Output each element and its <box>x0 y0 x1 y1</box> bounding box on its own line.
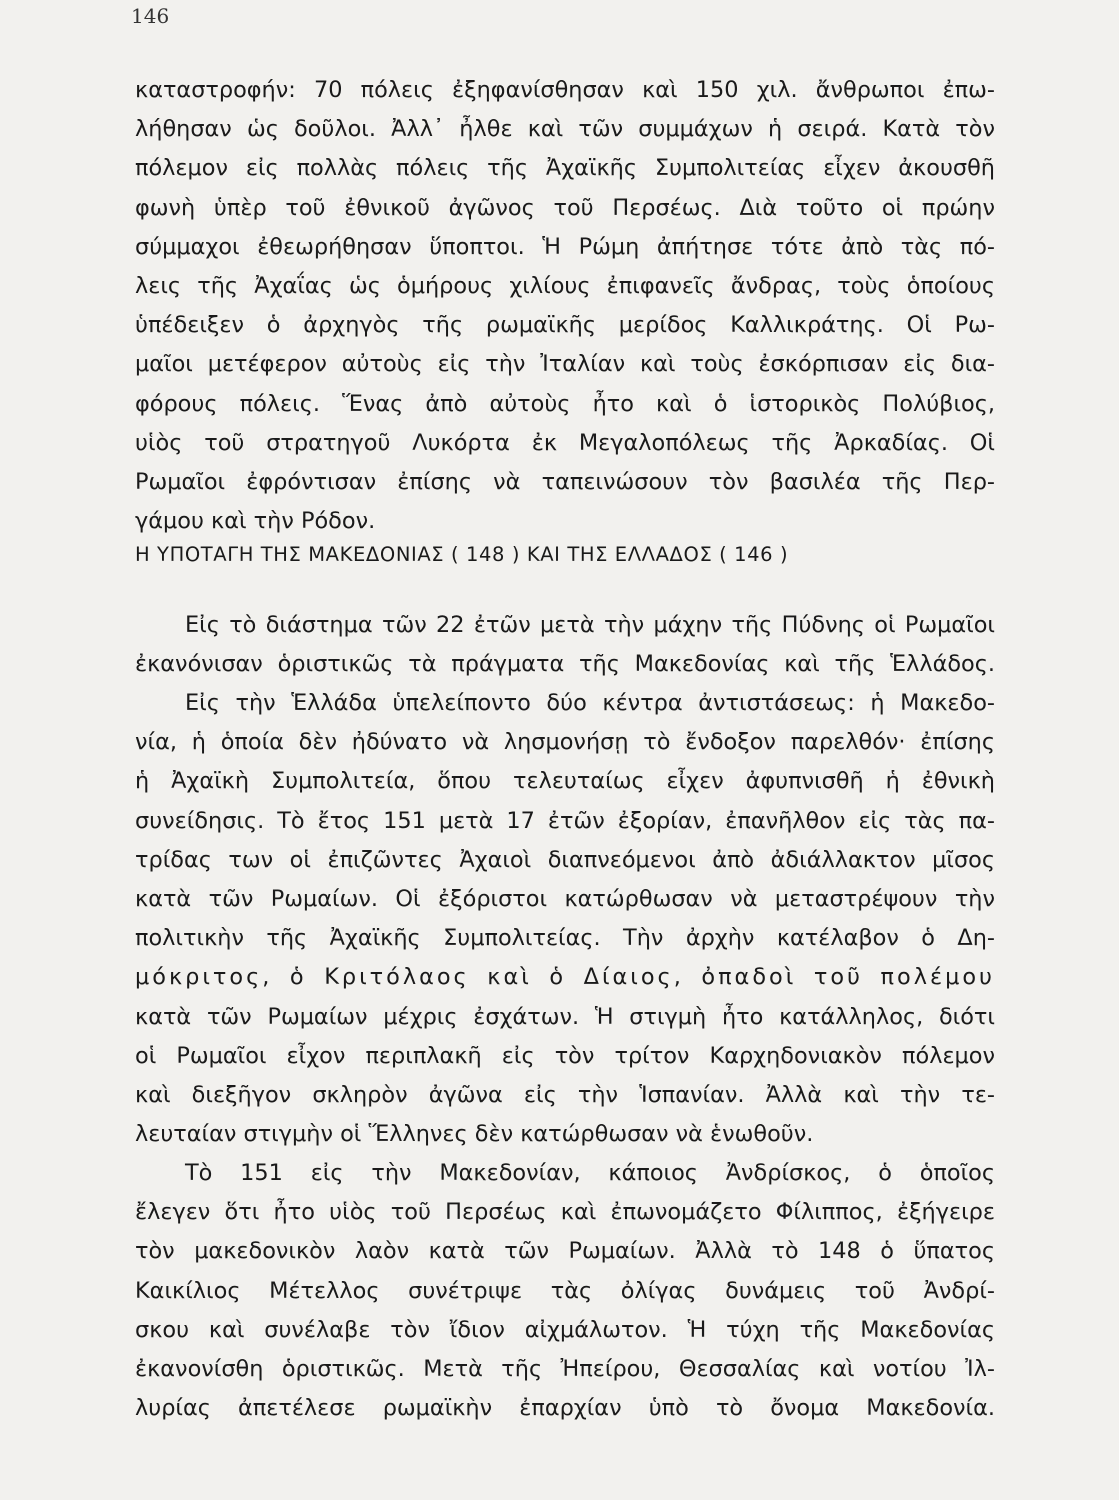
text-line: ἐκανόνισαν ὁριστικῶς τὰ πράγματα τῆς Μακεδονίας καὶ τῆς Ἑλλάδος. <box>135 651 995 678</box>
text-line: γάμου καὶ τὴν Ρόδον. <box>135 508 376 535</box>
text-line: Ρωμαῖοι ἐφρόντισαν ἐπίσης νὰ ταπεινώσουν τὸν βασιλέα τῆς Περ- <box>135 468 995 495</box>
text-line: μαῖοι μετέφερον αὐτοὺς εἰς τὴν Ἰταλίαν καὶ τοὺς ἐσκόρπισαν εἰς δια- <box>135 351 995 378</box>
text-line: φόρους πόλεις. Ἕνας ἀπὸ αὐτοὺς ἦτο καὶ ὁ ἱστορικὸς Πολύβιος, <box>135 390 995 417</box>
text-line: τὸν μακεδονικὸν λαὸν κατὰ τῶν Ρωμαίων. Ἀλλὰ τὸ 148 ὁ ὕπατος <box>135 1238 995 1265</box>
text-line: οἱ Ρωμαῖοι εἶχον περιπλακῆ εἰς τὸν τρίτον Καρχηδονιακὸν πόλεμον <box>135 1042 995 1069</box>
text-line: σκου καὶ συνέλαβε τὸν ἴδιον αἰχμάλωτον. Ἡ τύχη τῆς Μακεδονίας <box>135 1316 995 1343</box>
text-line: ὑπέδειξεν ὁ ἀρχηγὸς τῆς ρωμαϊκῆς μερίδος Καλλικράτης. Οἱ Ρω- <box>135 312 995 339</box>
text-line: λευταίαν στιγμὴν οἱ Ἕλληνες δὲν κατώρθωσαν νὰ ἑνωθοῦν. <box>135 1121 814 1148</box>
text-line: Τὸ 151 εἰς τὴν Μακεδονίαν, κάποιος Ἀνδρίσκος, ὁ ὁποῖος <box>185 1160 995 1186</box>
text-line: κατὰ τῶν Ρωμαίων μέχρις ἐσχάτων. Ἡ στιγμὴ ἦτο κατάλληλος, διότι <box>135 1003 995 1030</box>
text-line: πολιτικὴν τῆς Ἀχαϊκῆς Συμπολιτείας. Τὴν ἀρχὴν κατέλαβον ὁ Δη- <box>135 925 995 952</box>
text-line: καταστροφήν: 70 πόλεις ἐξηφανίσθησαν καὶ 150 χιλ. ἄνθρωποι ἐπω- <box>135 77 995 103</box>
text-line: καὶ διεξῆγον σκληρὸν ἀγῶνα εἰς τὴν Ἱσπανίαν. Ἀλλὰ καὶ τὴν τε- <box>135 1081 995 1108</box>
text-line: νία, ἡ ὁποία δὲν ἠδύνατο νὰ λησμονήσῃ τὸ ἔνδοξον παρελθόν· ἐπίσης <box>135 729 995 756</box>
text-line: συνείδησις. Τὸ ἔτος 151 μετὰ 17 ἐτῶν ἐξορίαν, ἐπανῆλθον εἰς τὰς πα- <box>135 807 995 834</box>
text-line: σύμμαχοι ἐθεωρήθησαν ὕποπτοι. Ἡ Ρώμη ἀπήτησε τότε ἀπὸ τὰς πό- <box>135 233 995 260</box>
paragraph-3 <box>135 684 995 1154</box>
paragraph-1 <box>135 71 995 541</box>
text-line: ἡ Ἀχαϊκὴ Συμπολιτεία, ὅπου τελευταίως εἶχεν ἀφυπνισθῆ ἡ ἐθνικὴ <box>135 768 995 795</box>
text-line: λεις τῆς Ἀχαΐας ὡς ὁμήρους χιλίους ἐπιφανεῖς ἄνδρας, τοὺς ὁποίους <box>135 272 995 299</box>
text-line: Εἰς τὸ διάστημα τῶν 22 ἐτῶν μετὰ τὴν μάχην τῆς Πύδνης οἱ Ρωμαῖοι <box>185 612 995 638</box>
text-line: πόλεμον εἰς πολλὰς πόλεις τῆς Ἀχαϊκῆς Συμπολιτείας εἶχεν ἀκουσθῆ <box>135 155 995 182</box>
text-line: Εἰς τὴν Ἑλλάδα ὑπελείποντο δύο κέντρα ἀντιστάσεως: ἡ Μακεδο- <box>185 690 995 716</box>
section-heading: Η ΥΠΟΤΑΓΗ ΤΗΣ ΜΑΚΕΔΟΝΙΑΣ ( 148 ) ΚΑΙ ΤΗΣ ΕΛΛΑΔΟΣ ( 146 ) <box>135 543 789 566</box>
page-number: 146 <box>131 4 170 28</box>
text-line: ἔλεγεν ὅτι ἦτο υἱὸς τοῦ Περσέως καὶ ἐπωνομάζετο Φίλιππος, ἐξήγειρε <box>135 1199 995 1226</box>
paragraph-4 <box>135 1154 995 1428</box>
text-line: λυρίας ἀπετέλεσε ρωμαϊκὴν ἐπαρχίαν ὑπὸ τὸ ὄνομα Μακεδονία. <box>135 1395 995 1422</box>
text-line: υἱὸς τοῦ στρατηγοῦ Λυκόρτα ἐκ Μεγαλοπόλεως τῆς Ἀρκαδίας. Οἱ <box>135 429 995 456</box>
text-line: μόκριτος, ὁ Κριτόλαος καὶ ὁ Δίαιος, ὀπαδοὶ τοῦ πολέμου <box>135 964 995 991</box>
text-line: λήθησαν ὡς δοῦλοι. Ἀλλ᾽ ἦλθε καὶ τῶν συμμάχων ἡ σειρά. Κατὰ τὸν <box>135 116 995 143</box>
text-line: φωνὴ ὑπὲρ τοῦ ἐθνικοῦ ἀγῶνος τοῦ Περσέως. Διὰ τοῦτο οἱ πρώην <box>135 194 995 221</box>
text-line: κατὰ τῶν Ρωμαίων. Οἱ ἐξόριστοι κατώρθωσαν νὰ μεταστρέψουν τὴν <box>135 885 995 912</box>
paragraph-2 <box>135 606 995 684</box>
text-line: Καικίλιος Μέτελλος συνέτριψε τὰς ὀλίγας δυνάμεις τοῦ Ἀνδρί- <box>135 1277 995 1304</box>
text-line: τρίδας των οἱ ἐπιζῶντες Ἀχαιοὶ διαπνεόμενοι ἀπὸ ἀδιάλλακτον μῖσος <box>135 846 995 873</box>
text-line: ἐκανονίσθη ὁριστικῶς. Μετὰ τῆς Ἠπείρου, Θεσσαλίας καὶ νοτίου Ἰλ- <box>135 1355 995 1382</box>
